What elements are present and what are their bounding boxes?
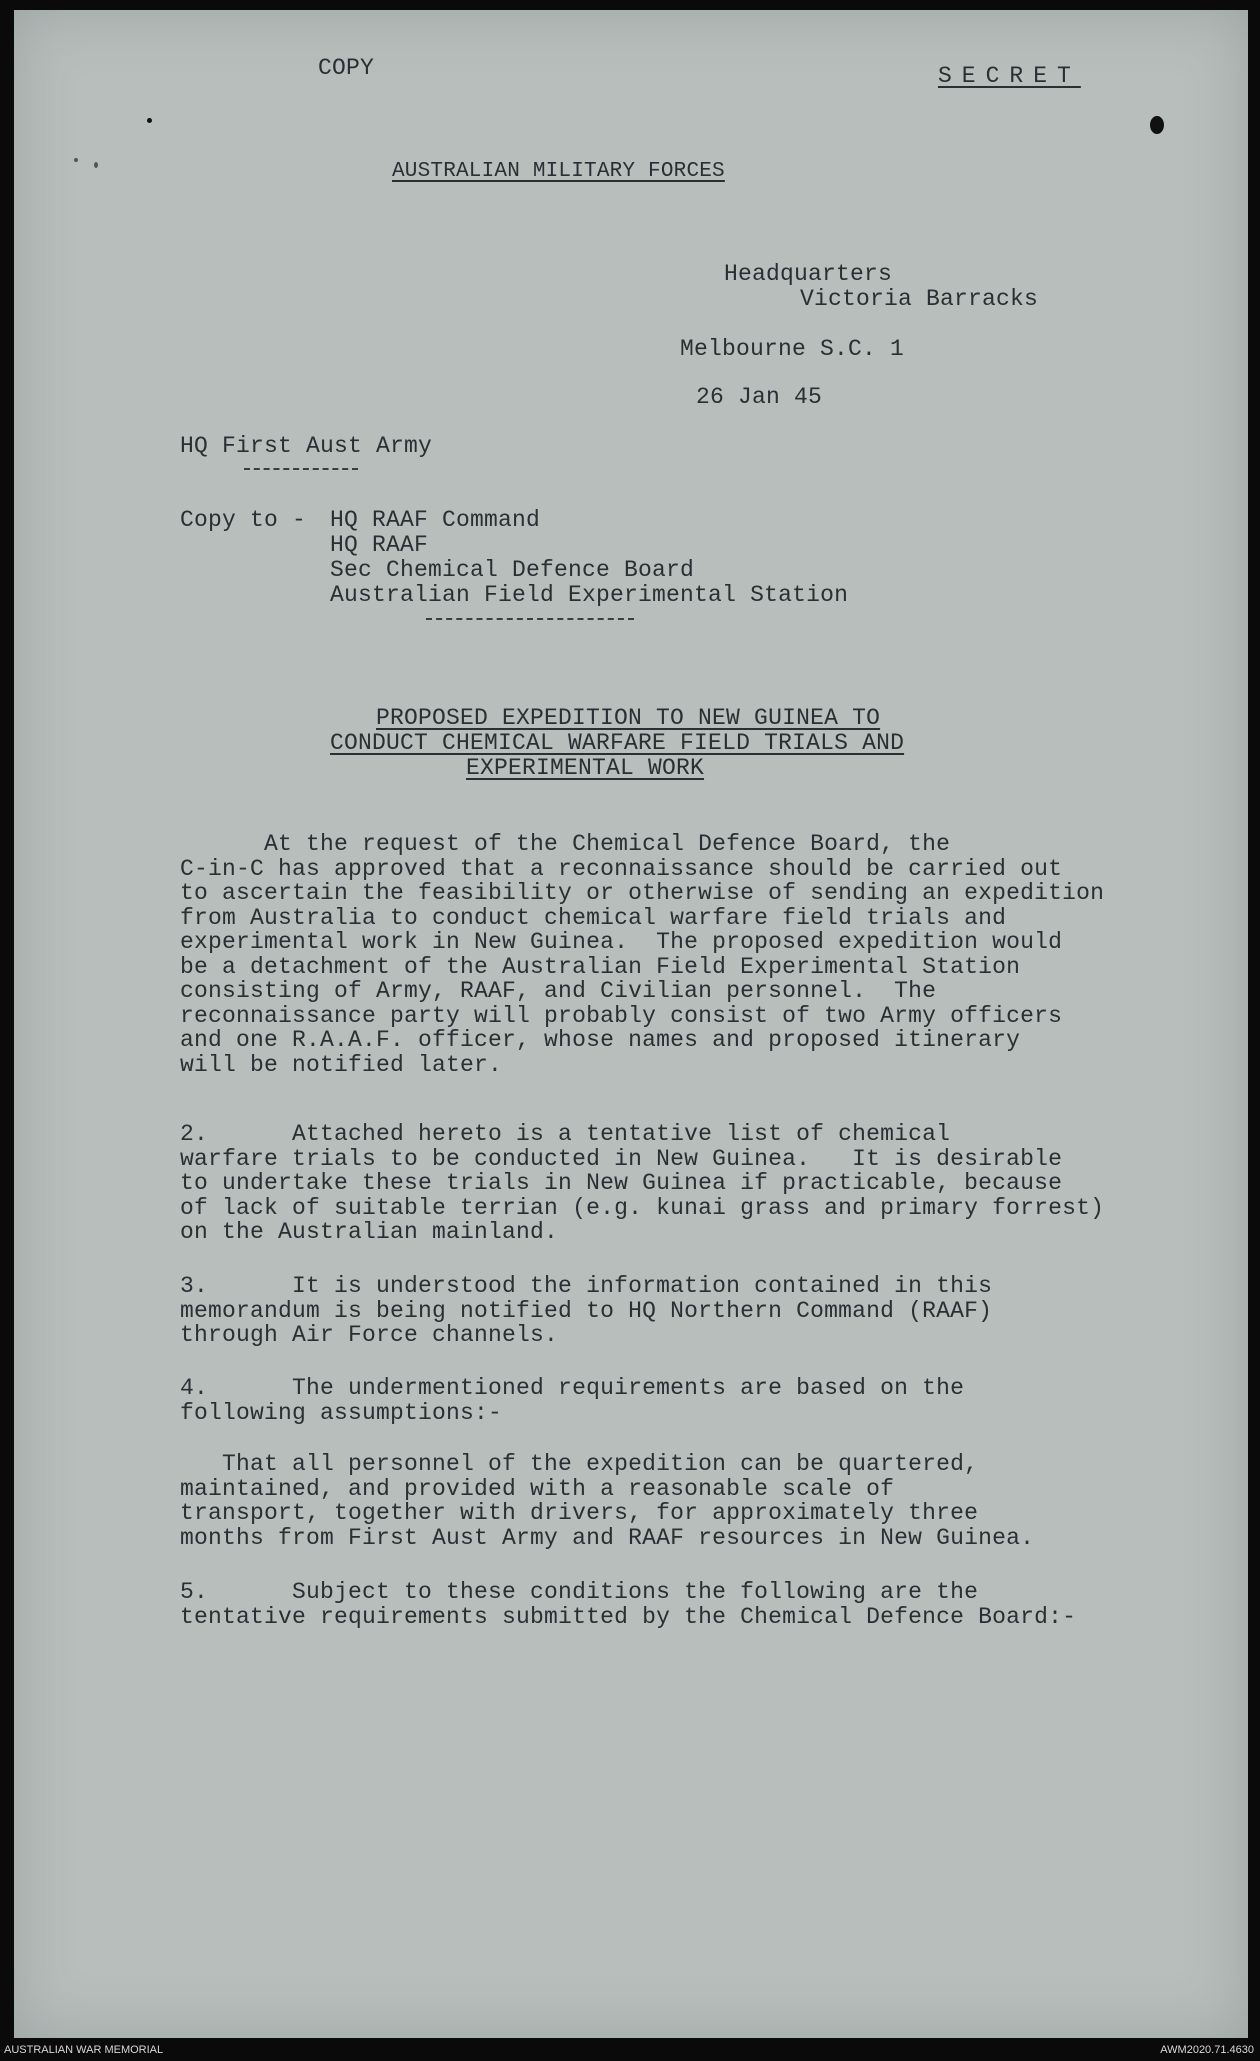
paragraph-line: tentative requirements submitted by the Chemical Defence Board:- (180, 1603, 1077, 1630)
paragraph-line: C-in-C has approved that a reconnaissance should be carried out (180, 855, 1063, 882)
paragraph-line: 2. Attached hereto is a tentative list of chemical (180, 1121, 951, 1147)
paragraph-line: memorandum is being notified to HQ Northern Command (RAAF) (180, 1297, 993, 1324)
address-line-2: Victoria Barracks (800, 286, 1039, 312)
copy-to-item: HQ RAAF (330, 532, 429, 558)
footer-accession-number: AWM2020.71.4630 (1160, 2044, 1254, 2056)
ink-spot (1150, 116, 1164, 134)
paragraph-line: 4. The undermentioned requirements are based on the (180, 1375, 965, 1401)
paragraph-line: months from First Aust Army and RAAF resources in New Guinea. (180, 1524, 1035, 1551)
paragraph-line: through Air Force channels. (180, 1322, 559, 1348)
recipient-underline (244, 468, 358, 470)
copy-to-underline (426, 618, 634, 620)
paragraph-5 (180, 1580, 1076, 1629)
subject-line-1: PROPOSED EXPEDITION TO NEW GUINEA TO (376, 705, 881, 731)
paragraph-3 (180, 1274, 992, 1348)
paragraph-line: consisting of Army, RAAF, and Civilian personnel. The (180, 978, 937, 1004)
paragraph-line: experimental work in New Guinea. The proposed expedition would (180, 929, 1063, 955)
paragraph-4-assumption (180, 1452, 1034, 1550)
address-line-1: Headquarters (724, 261, 893, 287)
ink-speck (94, 162, 98, 168)
recipient: HQ First Aust Army (180, 433, 433, 459)
paragraph-line: and one R.A.A.F. officer, whose names and proposed itinerary (180, 1027, 1021, 1053)
paragraph-4 (180, 1376, 964, 1425)
paragraph-line: will be notified later. (180, 1051, 503, 1078)
paragraph-line: 5. Subject to these conditions the following are the (180, 1579, 979, 1605)
ink-speck (74, 158, 78, 162)
paragraph-line: of lack of suitable terrian (e.g. kunai grass and primary forrest) (180, 1194, 1105, 1221)
copy-to-item: HQ RAAF Command (330, 507, 541, 533)
paragraph-line: maintained, and provided with a reasonable scale of (180, 1475, 895, 1502)
paragraph-line: warfare trials to be conducted in New Guinea. It is desirable (180, 1145, 1063, 1172)
paragraph-2 (180, 1122, 1104, 1245)
paragraph-line: be a detachment of the Australian Field Experimental Station (180, 953, 1021, 980)
footer-credit: AUSTRALIAN WAR MEMORIAL (4, 2044, 164, 2056)
paragraph-line: 3. It is understood the information contained in this (180, 1273, 993, 1299)
paragraph-1 (180, 832, 1104, 1077)
paragraph-line: That all personnel of the expedition can be quartered, (180, 1451, 979, 1477)
paragraph-line: reconnaissance party will probably consist of two Army officers (180, 1002, 1063, 1029)
subject-line-3: EXPERIMENTAL WORK (466, 755, 705, 781)
paragraph-line: following assumptions:- (180, 1399, 503, 1426)
organisation-heading: AUSTRALIAN MILITARY FORCES (392, 160, 725, 183)
paragraph-line: to undertake these trials in New Guinea if practicable, because (180, 1170, 1063, 1196)
address-city: Melbourne S.C. 1 (680, 336, 905, 362)
paragraph-line: on the Australian mainland. (180, 1219, 559, 1245)
copy-to-item: Sec Chemical Defence Board (330, 557, 695, 583)
document-page (14, 10, 1248, 2038)
document-date: 26 Jan 45 (696, 384, 823, 410)
paragraph-line: to ascertain the feasibility or otherwise of sending an expedition (180, 880, 1105, 906)
ink-speck (147, 118, 152, 123)
classification-label: SECRET (938, 63, 1081, 89)
copy-label: COPY (318, 55, 375, 81)
copy-to-label: Copy to - (180, 507, 307, 533)
paragraph-line: from Australia to conduct chemical warfare field trials and (180, 904, 1007, 931)
copy-to-item: Australian Field Experimental Station (330, 582, 849, 608)
subject-line-2: CONDUCT CHEMICAL WARFARE FIELD TRIALS AND (330, 730, 905, 756)
paragraph-line: transport, together with drivers, for approximately three (180, 1500, 979, 1526)
paragraph-line: At the request of the Chemical Defence Board, the (180, 831, 951, 857)
